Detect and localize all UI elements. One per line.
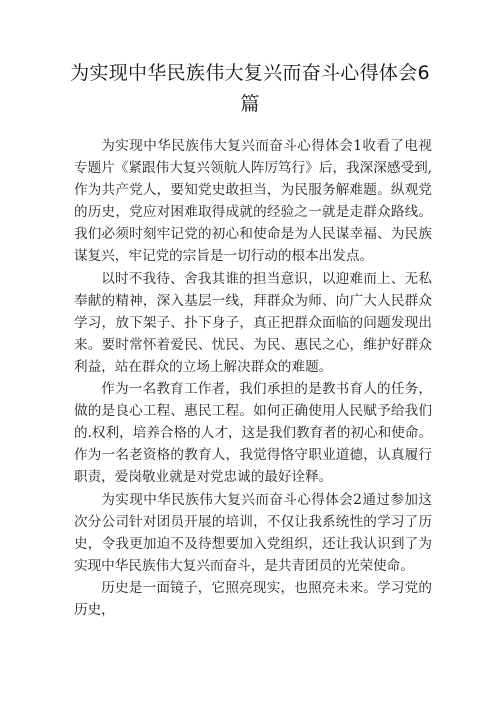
paragraph: 为实现中华民族伟大复兴而奋斗心得体会2通过参加这次分公司针对团员开展的培训，不仅让我系统性的学习了历史，令我更加迫不及待想要加入党组织，还让我认识到了为实现中华民族伟大复兴而奋斗，是共青团员的光荣使命。 [74, 491, 432, 574]
document-title: 为实现中华民族伟大复兴而奋斗心得体会6篇 [70, 62, 430, 115]
paragraph: 以时不我待、舍我其谁的担当意识，以迎难而上、无私奉献的精神，深入基层一线，拜群众为师、向广大人民群众学习，放下架子、扑下身子，真正把群众面临的问题发现出来。要时常怀着爱民、忧民、为民、惠民之心，维护好群众利益，站在群众的立场上解决群众的难题。 [74, 270, 432, 375]
paragraph: 为实现中华民族伟大复兴而奋斗心得体会1收看了电视专题片《紧跟伟大复兴领航人阵厉笃行》后，我深深感受到,作为共产党人，要知党史敢担当，为民服务解难题。纵观党的历史，党应对困难取得成就的经验之一就是走群众路线。我们必须时刻牢记党的初心和使命是为人民谋幸福、为民族谋复兴，牢记党的宗旨是一切行动的根本出发点。 [74, 138, 432, 265]
document-body [74, 135, 432, 621]
paragraph: 作为一名教育工作者，我们承担的是教书育人的任务，做的是良心工程、惠民工程。如何正确使用人民赋予给我们的.权利，培养合格的人才，这是我们教育者的初心和使命。作为一名老资格的教育人，我觉得恪守职业道德，认真履行职责，爱岗敬业就是对党忠诚的最好诠释。 [74, 381, 432, 486]
paragraph: 历史是一面镜子，它照亮现实，也照亮未来。学习党的历史， [74, 579, 432, 618]
